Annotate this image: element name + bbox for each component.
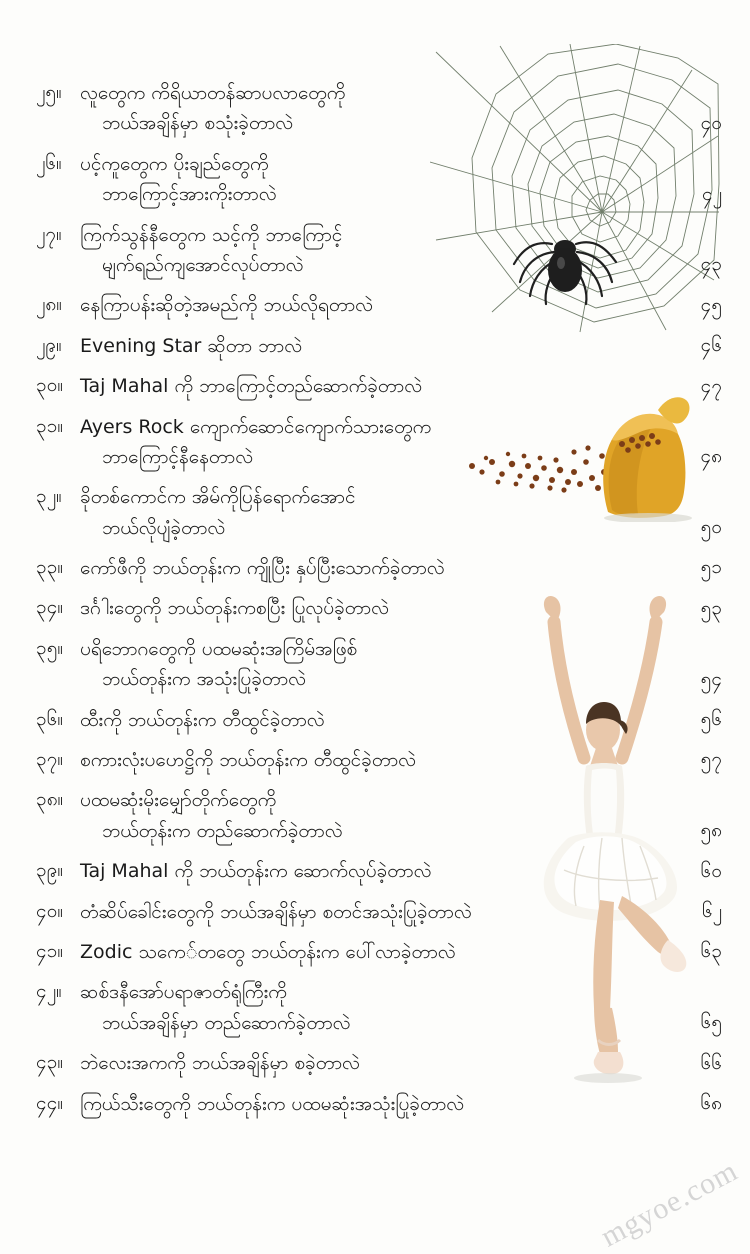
entry-title: ကော်ဖီကို ဘယ်တုန်းက ကျိုပြီး နှပ်ပြီးသောက်ခဲ့တာလဲ (80, 557, 445, 580)
toc-entry[interactable] (36, 897, 722, 927)
toc-entry[interactable] (36, 371, 722, 401)
entry-page-number: ၅၆ (700, 708, 722, 731)
entry-title: Ayers Rock ကျောက်ဆောင်ကျောက်သားတွေက ဘာကြောင့်နီနေတာလဲ (80, 415, 432, 468)
entry-title: တံဆိပ်ခေါင်းတွေကို ဘယ်အချိန်မှာ စတင်အသုံးပြုခဲ့တာလဲ (80, 900, 472, 923)
entry-number: ၄၄။ (36, 1091, 64, 1114)
entry-number: ၃၈။ (36, 788, 64, 811)
entry-page-number: ၆၅ (700, 1011, 722, 1034)
entry-number: ၃၉။ (36, 859, 64, 882)
entry-page-number: ၄၈ (700, 445, 722, 468)
entry-page-number: ၄၆ (700, 334, 722, 357)
entry-number: ၃၀။ (36, 374, 64, 397)
entry-title: ပင့်ကူတွေက ပိုးချည်တွေကို ဘာကြောင့်အားကိုးတာလဲ (80, 152, 277, 206)
entry-number: ၃၄။ (36, 596, 64, 619)
entry-number: ၃၆။ (36, 707, 64, 730)
entry-page-number: ၄၀ (700, 111, 722, 134)
entry-page-number: ၄၇ (700, 374, 722, 397)
toc-entry[interactable] (36, 482, 722, 543)
entry-title: Zodic သကေ်တတွေ ဘယ်တုန်းက ပေါ်လာခဲ့တာလဲ (80, 940, 456, 963)
toc-entry[interactable] (36, 593, 722, 623)
entry-title: စကားလုံးပဟေဋ္ဌိကို ဘယ်တုန်းက တီထွင်ခဲ့တာလဲ (80, 749, 416, 772)
entry-title: ပရိဘောဂတွေကို ပထမဆုံးအကြိမ်အဖြစ် ဘယ်တုန်းက အသုံးပြုခဲ့တာလဲ (80, 637, 358, 691)
entry-title: ကြက်သွန်နီတွေက သင့်ကို ဘာကြောင့် မျက်ရည်ကျအောင်လုပ်တာလဲ (80, 223, 343, 276)
entry-title: ထီးကို ဘယ်တုန်းက တီထွင်ခဲ့တာလဲ (80, 708, 325, 731)
entry-number: ၂၅။ (36, 81, 62, 103)
toc-entry[interactable] (36, 856, 722, 886)
entry-title: Taj Mahal ကို ဘာကြောင့်တည်ဆောက်ခဲ့တာလဲ (80, 375, 423, 398)
entry-number: ၄၀။ (36, 899, 64, 922)
entry-title: Taj Mahal ကို ဘယ်တုန်းက ဆောက်လုပ်ခဲ့တာလဲ (80, 860, 432, 883)
entry-number: ၃၃။ (36, 556, 64, 579)
entry-page-number: ၆၆ (700, 1051, 722, 1074)
table-of-contents (0, 78, 750, 1129)
entry-number: ၃၁။ (36, 414, 64, 437)
toc-entry[interactable] (36, 149, 722, 210)
toc-entry[interactable] (36, 634, 722, 695)
toc-entry[interactable] (36, 412, 722, 473)
toc-entry[interactable] (36, 220, 722, 281)
entry-number: ၂၆။ (36, 151, 62, 174)
entry-title: နေကြာပန်းဆိုတဲ့အမည်ကို ဘယ်လိုရတာလဲ (80, 294, 373, 317)
entry-page-number: ၆၃ (700, 940, 722, 963)
entry-number: ၄၂။ (36, 980, 62, 1003)
entry-page-number: ၅၁ (700, 556, 722, 579)
entry-page-number: ၄၃ (700, 253, 722, 276)
toc-entry[interactable] (36, 745, 722, 775)
toc-entry[interactable] (36, 78, 722, 139)
entry-page-number: ၅၇ (700, 748, 722, 771)
entry-page-number: ၅၈ (700, 819, 722, 842)
watermark-text: mgyoe.com (595, 1153, 744, 1254)
entry-title: ဘဲလေးအကကို ဘယ်အချိန်မှာ စခဲ့တာလဲ (80, 1052, 360, 1075)
toc-entry[interactable] (36, 1089, 722, 1119)
entry-title: ကြယ်သီးတွေကို ဘယ်တုန်းက ပထမဆုံးအသုံးပြုခဲ့တာလဲ (80, 1092, 465, 1115)
toc-entry[interactable] (36, 290, 722, 320)
toc-entry[interactable] (36, 785, 722, 846)
entry-page-number: ၄၂ (701, 182, 722, 205)
toc-entry[interactable] (36, 937, 722, 967)
entry-title: လူတွေက ကိရိယာတန်ဆာပလာတွေကို ဘယ်အချိန်မှာ စသုံးခဲ့တာလဲ (80, 82, 346, 135)
entry-number: ၂၈။ (36, 293, 62, 316)
entry-number: ၃၇။ (36, 748, 64, 771)
entry-number: ၄၁။ (36, 939, 64, 962)
toc-entry[interactable] (36, 331, 722, 361)
entry-number: ၂၉။ (36, 333, 62, 356)
entry-page-number: ၄၅ (700, 293, 722, 316)
entry-number: ၃၅။ (36, 636, 64, 659)
entry-title: ဒင်္ဂါးတွေကို ဘယ်တုန်းကစပြီး ပြုလုပ်ခဲ့တာလဲ (80, 597, 389, 620)
toc-entry[interactable] (36, 977, 722, 1038)
entry-page-number: ၅၃ (700, 596, 722, 619)
entry-number: ၂၇။ (36, 222, 62, 245)
toc-entry[interactable] (36, 553, 722, 583)
entry-page-number: ၆၀ (700, 859, 722, 882)
entry-page-number: ၆၂ (701, 899, 722, 922)
entry-page-number: ၆၈ (700, 1091, 722, 1114)
entry-title: ခိုတစ်ကောင်က အိမ်ကိုပြန်ရောက်အောင် ဘယ်လိုပျံခဲ့တာလဲ (80, 486, 356, 539)
toc-entry[interactable] (36, 1048, 722, 1078)
entry-page-number: ၅၀ (700, 516, 722, 539)
entry-page-number: ၅၄ (700, 667, 722, 690)
entry-title: Evening Star ဆိုတာ ဘာလဲ (80, 334, 303, 357)
entry-title: ပထမဆုံးမိုးမျှော်တိုက်တွေကို ဘယ်တုန်းက တည်ဆောက်ခဲ့တာလဲ (80, 789, 343, 842)
entry-title: ဆစ်ဒနီအော်ပရာဇာတ်ရုံကြီးကို ဘယ်အချိန်မှာ တည်ဆောက်ခဲ့တာလဲ (80, 981, 351, 1034)
toc-entry[interactable] (36, 705, 722, 735)
entry-number: ၃၂။ (36, 485, 62, 508)
entry-number: ၄၃။ (36, 1051, 64, 1074)
